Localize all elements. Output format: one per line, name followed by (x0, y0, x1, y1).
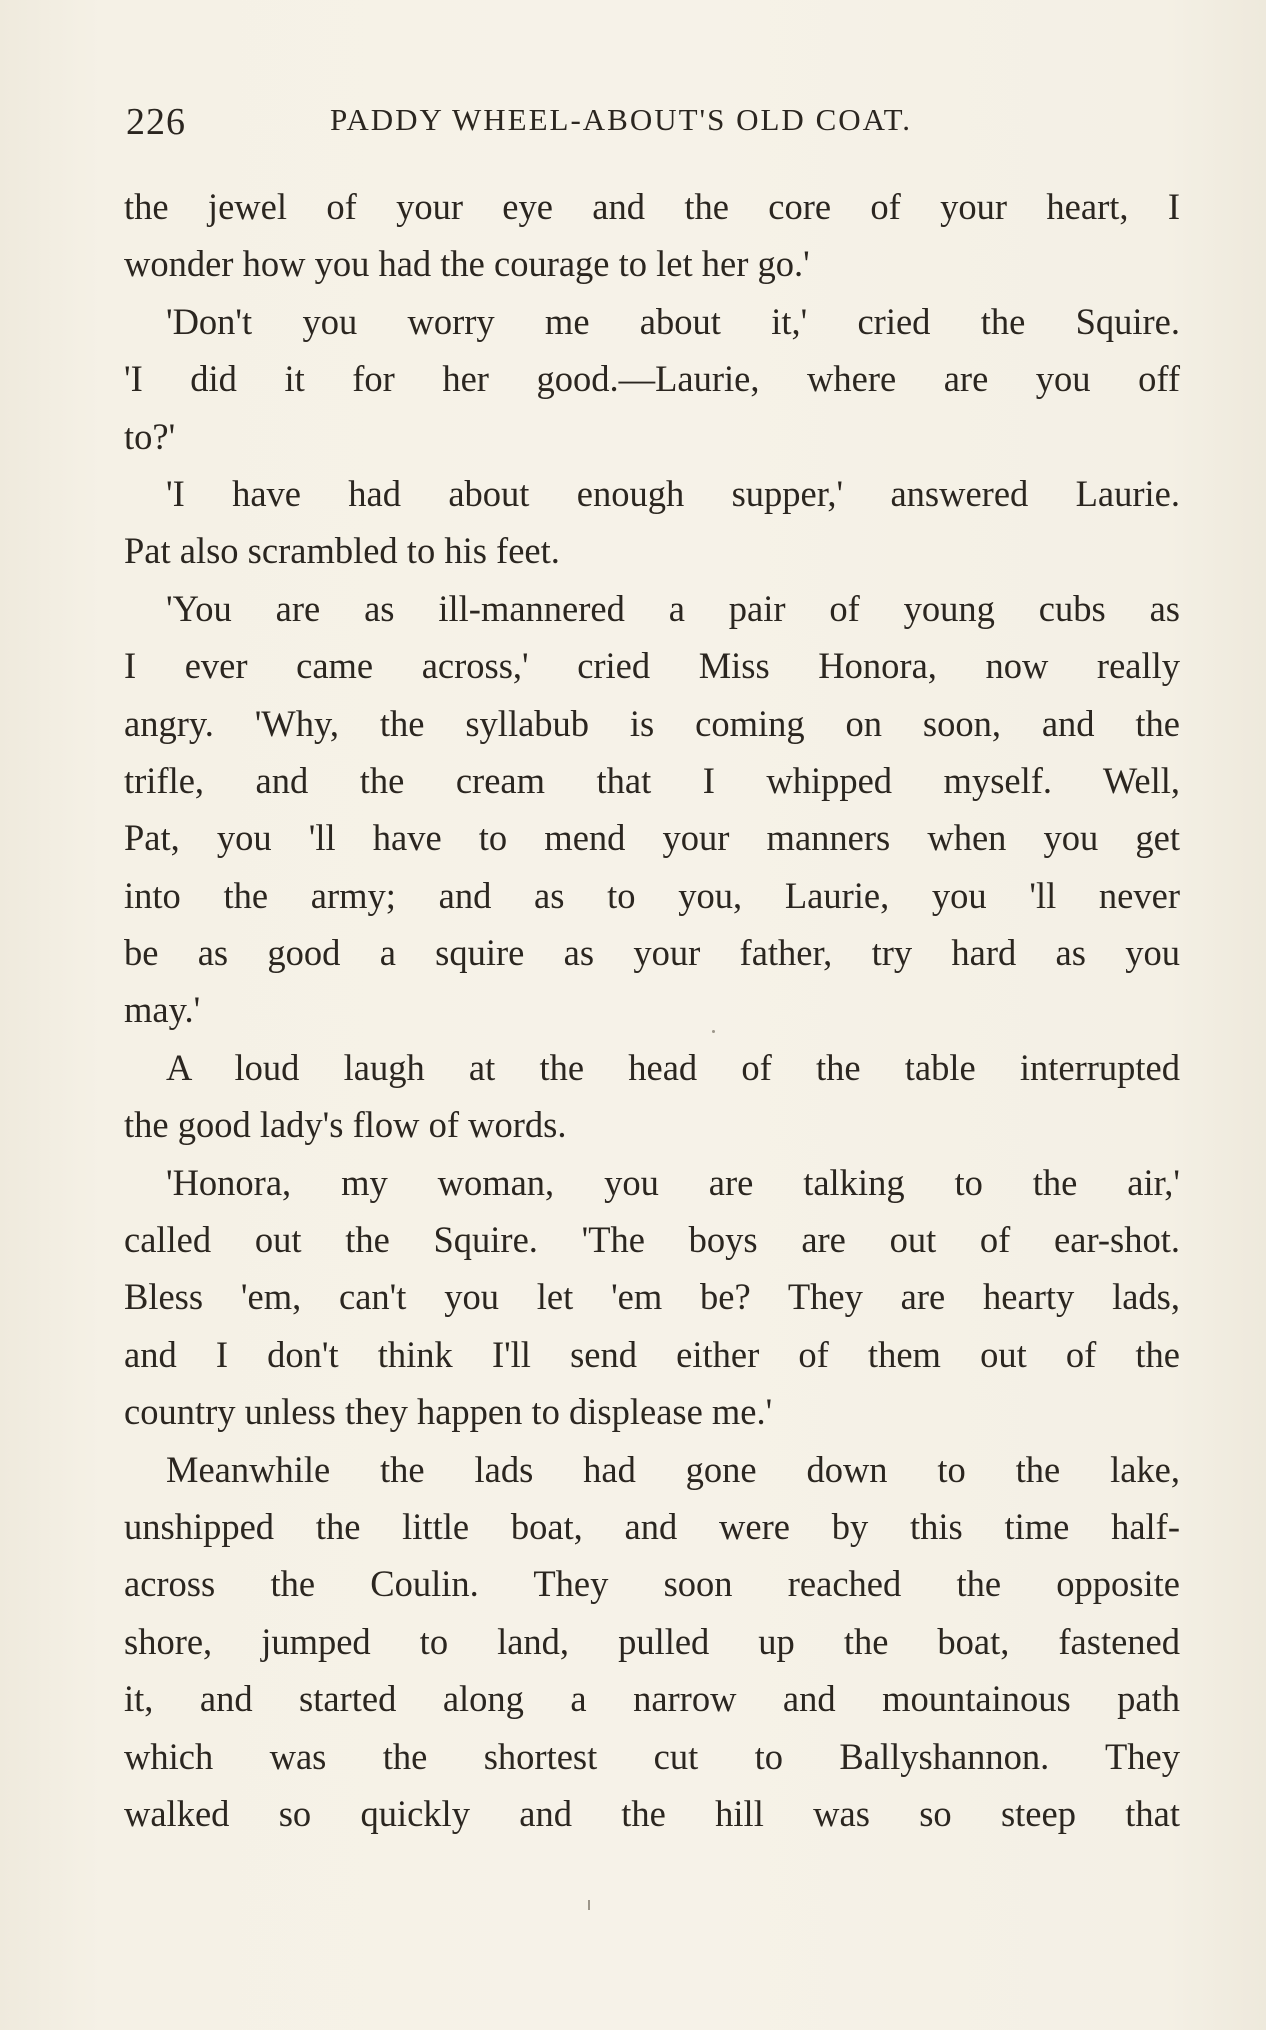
text-line: country unless they happen to displease me.' (124, 1391, 773, 1433)
text-line: wonder how you had the courage to let her go.' (124, 243, 810, 285)
text-line: 'Honora, my woman, you are talking to the air,' (166, 1161, 1180, 1203)
text-line: Bless 'em, can't you let 'em be? They are hearty lads, (124, 1276, 1180, 1318)
text-line: into the army; and as to you, Laurie, you 'll never (124, 874, 1180, 916)
text-line: shore, jumped to land, pulled up the boat, fastened (124, 1620, 1180, 1662)
text-line: across the Coulin. They soon reached the opposite (124, 1563, 1180, 1605)
text-line: the good lady's flow of words. (124, 1104, 567, 1146)
page-header (124, 92, 1180, 152)
text-line: which was the shortest cut to Ballyshannon. They (124, 1735, 1180, 1777)
print-speck (712, 1030, 715, 1033)
text-line: 'You are as ill-mannered a pair of young cubs as (166, 587, 1180, 629)
text-line: Pat, you 'll have to mend your manners when you get (124, 817, 1180, 859)
print-speck (588, 1900, 590, 1910)
text-line: 'Don't you worry me about it,' cried the Squire. (166, 300, 1180, 342)
body-text (124, 178, 1180, 1842)
text-line: angry. 'Why, the syllabub is coming on soon, and the (124, 702, 1180, 744)
text-line: to?' (124, 415, 176, 457)
text-line: the jewel of your eye and the core of your heart, I (124, 186, 1180, 227)
text-line: it, and started along a narrow and mountainous path (124, 1678, 1180, 1720)
text-line: Pat also scrambled to his feet. (124, 530, 560, 572)
page-number: 226 (126, 101, 186, 143)
text-line: I ever came across,' cried Miss Honora, now really (124, 645, 1180, 687)
running-head: PADDY WHEEL-ABOUT'S OLD COAT. (330, 102, 912, 137)
text-line: be as good a squire as your father, try hard as you (124, 932, 1180, 974)
text-line: 'I did it for her good.—Laurie, where are you off (124, 358, 1180, 400)
text-line: trifle, and the cream that I whipped myself. Well, (124, 759, 1180, 801)
text-line: may.' (124, 989, 201, 1031)
text-line: 'I have had about enough supper,' answered Laurie. (166, 472, 1180, 514)
text-line: A loud laugh at the head of the table interrupted (166, 1046, 1180, 1088)
text-line: called out the Squire. 'The boys are out of ear-shot. (124, 1219, 1180, 1261)
text-line: unshipped the little boat, and were by this time half- (124, 1505, 1180, 1547)
text-line: walked so quickly and the hill was so steep that (124, 1792, 1180, 1834)
text-line: Meanwhile the lads had gone down to the lake, (166, 1448, 1180, 1490)
text-line: and I don't think I'll send either of them out of the (124, 1333, 1180, 1375)
